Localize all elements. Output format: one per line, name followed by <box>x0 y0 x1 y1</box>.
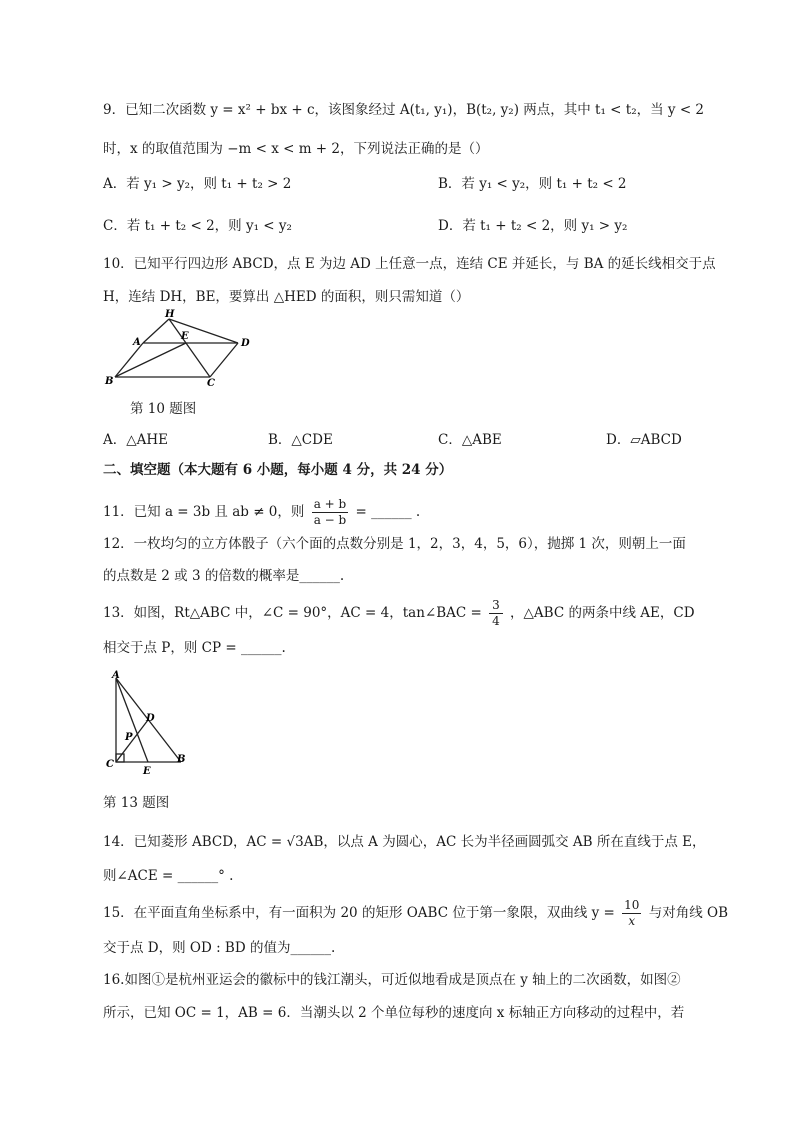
q11-fraction-denominator: a − b <box>313 513 347 527</box>
q15-line1 <box>103 898 728 929</box>
q13-label-e: E <box>143 766 151 777</box>
q13-fraction-numerator: 3 <box>489 598 503 614</box>
q10-label-e: E <box>181 331 189 342</box>
q10-figure <box>103 308 263 388</box>
q15-prefix: 15．在平面直角坐标系中，有一面积为 20 的矩形 OABC 位于第一象限，双曲线 y = <box>103 905 615 921</box>
section-heading-fill-in: 二、填空题（本大题有 6 小题，每小题 4 分，共 24 分） <box>103 462 453 478</box>
q12-line2: 的点数是 2 或 3 的倍数的概率是______. <box>103 568 345 584</box>
q11-fraction-numerator: a + b <box>313 497 347 511</box>
q13-label-a: A <box>112 670 120 681</box>
q10-line1: 10．已知平行四边形 ABCD，点 E 为边 AD 上任意一点，连结 CE 并延长，与 BA 的延长线相交于点 <box>103 256 716 272</box>
q10-edge-cd <box>210 343 238 377</box>
q10-figure-caption: 第 10 题图 <box>130 401 197 417</box>
q10-label-d: D <box>241 338 250 349</box>
q10-label-h: H <box>165 309 175 320</box>
q15-fraction-numerator: 10 <box>624 898 640 912</box>
q10-option-b: B．△CDE <box>268 432 333 448</box>
q15-fraction-denominator: x <box>628 914 636 928</box>
q14-line1: 14．已知菱形 ABCD，AC = √3AB，以点 A 为圆心，AC 长为半径画圆弧交 AB 所在直线于点 E， <box>103 834 706 850</box>
q9-option-b: B．若 y₁ < y₂，则 t₁ + t₂ < 2 <box>438 176 627 192</box>
q10-edge-ah <box>143 319 169 343</box>
q16-line2: 所示，已知 OC = 1，AB = 6．当潮头以 2 个单位每秒的速度向 x 标轴正方向移动的过程中，若 <box>103 1005 685 1021</box>
q13-figure <box>103 670 198 780</box>
q15-fraction <box>622 898 641 929</box>
q11-prefix: 11．已知 a = 3b 且 ab ≠ 0，则 <box>103 504 305 520</box>
q10-edge-be <box>115 343 186 377</box>
q13-label-d: D <box>146 713 155 724</box>
q11-text <box>103 497 420 528</box>
q11-fraction <box>312 497 349 528</box>
q11-suffix: = ______ . <box>355 504 421 520</box>
q13-line2: 相交于点 P，则 CP = ______. <box>103 640 286 656</box>
q13-label-p: P <box>125 732 133 743</box>
q13-label-b: B <box>177 754 186 765</box>
q13-figure-caption: 第 13 题图 <box>103 795 170 811</box>
q9-option-d: D．若 t₁ + t₂ < 2，则 y₁ > y₂ <box>438 218 628 234</box>
q13-median-ae <box>116 678 148 762</box>
q10-label-a: A <box>133 337 141 348</box>
q10-option-c: C．△ABE <box>438 432 502 448</box>
q13-line1 <box>103 598 695 629</box>
q13-label-c: C <box>106 759 114 770</box>
q10-edge-ba <box>115 343 143 377</box>
q10-option-a: A．△AHE <box>103 432 169 448</box>
q12-line1: 12．一枚均匀的立方体骰子（六个面的点数分别是 1，2，3，4，5，6），抛掷 1 次，则朝上一面 <box>103 536 686 552</box>
q10-label-b: B <box>105 376 114 387</box>
q10-option-d: D．▱ABCD <box>606 432 682 448</box>
q13-fraction-denominator: 4 <box>492 614 500 628</box>
q10-label-c: C <box>207 378 215 388</box>
q16-line1: 16.如图①是杭州亚运会的徽标中的钱江潮头，可近似地看成是顶点在 y 轴上的二次函数，如图② <box>103 972 681 988</box>
q9-option-c: C．若 t₁ + t₂ < 2，则 y₁ < y₂ <box>103 218 292 234</box>
q9-option-a: A．若 y₁ > y₂，则 t₁ + t₂ > 2 <box>103 176 292 192</box>
q9-line2: 时，x 的取值范围为 −m < x < m + 2，下列说法正确的是（） <box>103 141 489 157</box>
q15-line2: 交于点 D，则 OD : BD 的值为______. <box>103 940 336 956</box>
q13-suffix: ，△ABC 的两条中线 AE，CD <box>510 605 695 621</box>
q13-fraction <box>489 598 503 629</box>
q14-line2: 则∠ACE = ______° . <box>103 868 234 884</box>
q13-prefix: 13．如图，Rt△ABC 中，∠C = 90°，AC = 4，tan∠BAC = <box>103 605 482 621</box>
q9-line1: 9．已知二次函数 y = x² + bx + c，该图象经过 A(t₁, y₁)，B(t₂, y₂) 两点，其中 t₁ < t₂，当 y < 2 <box>103 102 705 118</box>
q10-edge-hd <box>169 319 238 343</box>
q10-line2: H，连结 DH，BE，要算出 △HED 的面积，则只需知道（） <box>103 289 470 305</box>
q15-suffix: 与对角线 OB <box>648 905 729 921</box>
